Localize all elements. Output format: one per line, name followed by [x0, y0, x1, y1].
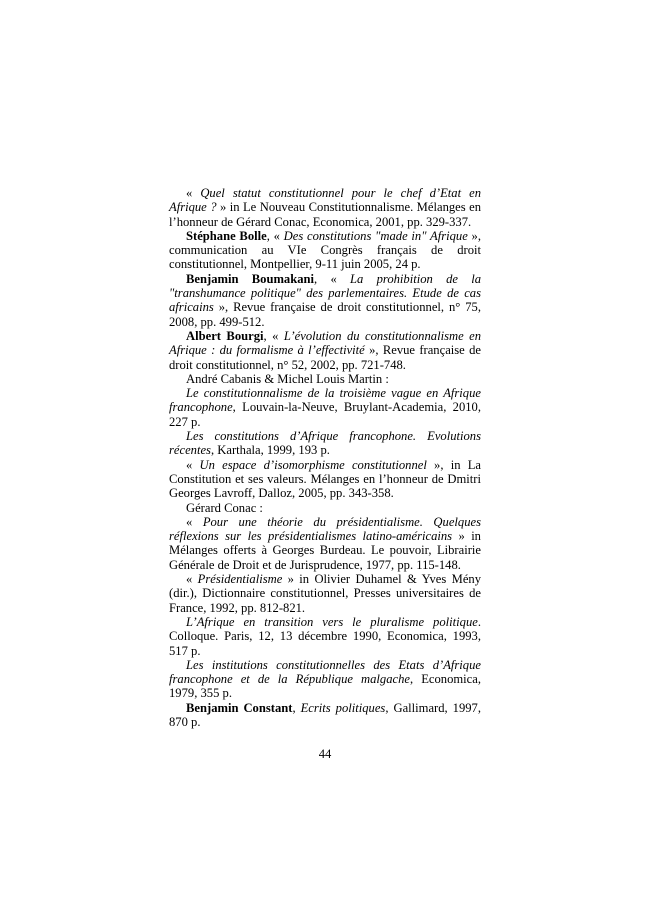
entry-text-segment: , « — [266, 228, 284, 243]
entry-text-segment: , « — [314, 271, 351, 286]
entry-text-segment: Albert Bourgi — [186, 328, 264, 343]
entry-text-segment: » in Olivier Duhamel & Yves Mény (dir.), Dictionnaire constitutionnel, Presses universitaires de France, 1992, pp. 812-821. — [169, 572, 482, 615]
entry-text-segment: », communication au VIe Congrès français de droit constitutionnel, Montpellier, 9-11 juin 2005, 24 p. — [169, 228, 481, 272]
bibliography-entry — [169, 458, 481, 501]
entry-text-segment: Un espace d’isomorphisme constitutionnel — [199, 457, 435, 472]
entry-text-segment: Pour une théorie du présidentialisme. Quelques réflexions sur les présidentialismes latino-américains — [169, 514, 481, 544]
entry-text-segment: Les institutions constitutionnelles des Etats d’Afrique francophone et de la République malgache — [169, 657, 481, 687]
entry-text-segment: Quel statut constitutionnel pour le chef d’Etat en Afrique ? — [169, 186, 481, 215]
bibliography-entry — [169, 229, 481, 272]
entry-text-segment: , — [292, 700, 301, 715]
bibliography-entry — [169, 515, 481, 572]
bibliography-entry — [169, 501, 481, 515]
entry-text-segment: , « — [263, 328, 284, 343]
entry-text-segment: « — [186, 457, 200, 472]
bibliography-entry — [169, 372, 481, 386]
bibliography-entry — [169, 386, 481, 429]
entry-text-segment: . Colloque. Paris, 12, 13 décembre 1990, Economica, 1993, 517 p. — [169, 614, 481, 658]
entry-text-segment: Ecrits politiques — [300, 700, 386, 715]
bibliography-entry — [169, 186, 481, 229]
entry-text-segment: André Cabanis & Michel Louis Martin : — [186, 371, 389, 386]
entry-text-segment: Les constitutions d’Afrique francophone. Evolutions récentes — [169, 429, 481, 458]
entry-text-segment: », Revue française de droit constitutionnel, n° 75, 2008, pp. 499-512. — [169, 300, 481, 329]
bibliography-entry — [169, 658, 481, 701]
entry-text-segment: , Karthala, 1999, 193 p. — [210, 443, 330, 458]
entry-text-segment: , Economica, 1979, 355 p. — [169, 672, 481, 701]
entry-text-segment: , Louvain-la-Neuve, Bruylant-Academia, 2010, 227 p. — [169, 400, 481, 429]
bibliography-entry — [169, 701, 481, 730]
entry-text-segment: Benjamin Boumakani — [186, 271, 315, 286]
entry-text-segment: Gérard Conac : — [186, 500, 263, 515]
entry-text-segment: « — [186, 514, 203, 529]
entry-text-segment: « — [186, 572, 198, 587]
entry-text-segment: », in La Constitution et ses valeurs. Mélanges en l’honneur de Dmitri Georges Lavroff, Dalloz, 2005, pp. 343-358. — [169, 457, 481, 501]
bibliography — [169, 186, 481, 729]
bibliography-entry — [169, 615, 481, 658]
entry-text-segment: », Revue française de droit constitutionnel, n° 52, 2002, pp. 721-748. — [169, 343, 481, 372]
entry-text-segment: Présidentialisme — [197, 572, 288, 587]
page-number: 44 — [318, 747, 332, 761]
bibliography-entry — [169, 429, 481, 458]
entry-text-segment: « — [186, 186, 201, 200]
entry-text-segment: Le constitutionnalisme de la troisième vague en Afrique francophone — [169, 386, 481, 415]
entry-text-segment: » in Mélanges offerts à Georges Burdeau. Le pouvoir, Librairie Générale de Droit et de Jurisprudence, 1977, pp. 115-148. — [169, 529, 481, 572]
entry-text-segment: La prohibition de la "transhumance politique" des parlementaires. Etude de cas africains — [169, 271, 482, 315]
entry-text-segment: Stéphane Bolle — [186, 228, 267, 243]
bibliography-entry — [169, 329, 481, 372]
entry-text-segment: » in Le Nouveau Constitutionnalisme. Mélanges en l’honneur de Gérard Conac, Economica, 2001, pp. 329-337. — [169, 200, 481, 229]
entry-text-segment: , Gallimard, 1997, 870 p. — [169, 700, 481, 729]
entry-text-segment: L’Afrique en transition vers le pluralisme politique — [186, 614, 478, 629]
entry-text-segment: Des constitutions "made in" Afrique — [283, 228, 472, 243]
entry-text-segment: L’évolution du constitutionnalisme en Afrique : du formalisme à l’effectivité — [169, 328, 482, 358]
bibliography-entry — [169, 272, 481, 329]
bibliography-entry — [169, 572, 481, 615]
entry-text-segment: Benjamin Constant — [186, 700, 293, 715]
